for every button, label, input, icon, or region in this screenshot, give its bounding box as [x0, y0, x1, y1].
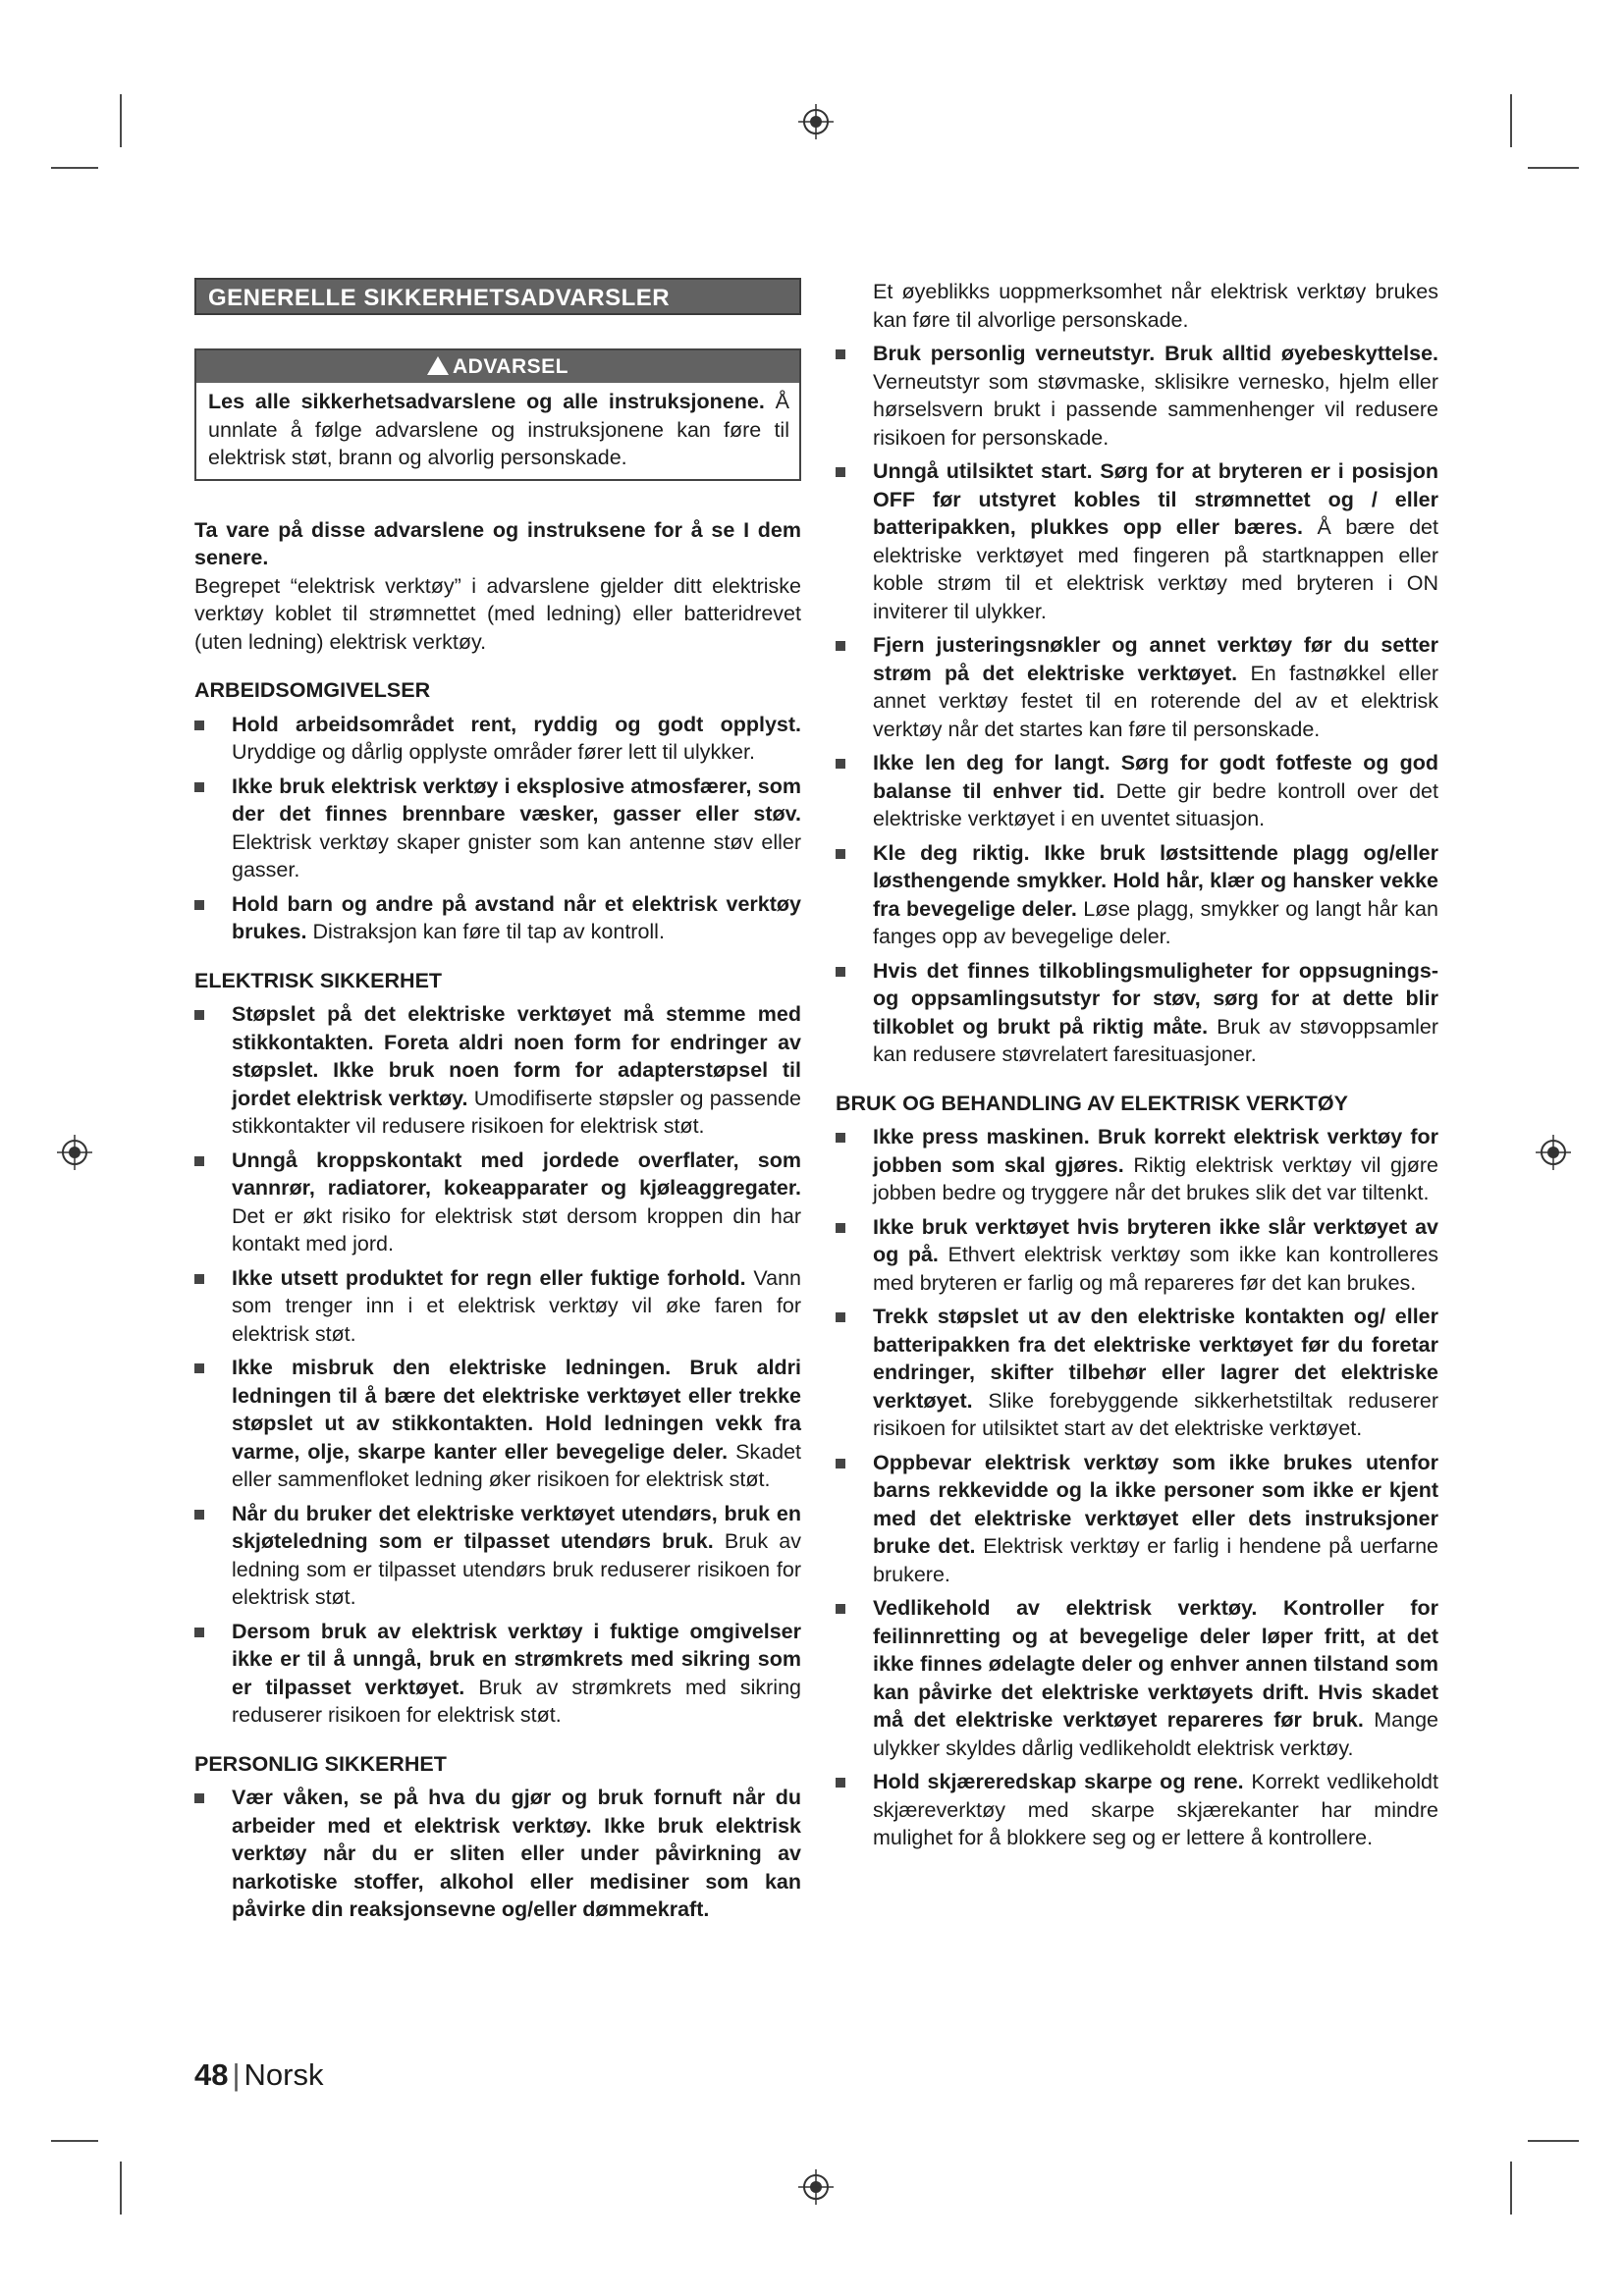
item-text: Det er økt risiko for elektrisk støt dersom kroppen din har kontakt med jord.	[232, 1203, 801, 1255]
registration-mark-icon	[55, 1133, 94, 1172]
item-text: Elektrisk verktøy er farlig i hendene på uerfarne brukere.	[873, 1534, 1438, 1586]
bullet-icon	[836, 759, 845, 769]
warning-box	[194, 348, 801, 481]
item-bold: Vedlikehold av elektrisk verktøy. Kontroller for feilinnretting og at bevegelige deler løper fritt, at det ikke finnes ødelagte deler og enhver annen tilstand som kan påvirke det elektriske verktøyets drift. Hvis skadet må det elektriske verktøyet repareres før bruk.	[873, 1596, 1438, 1732]
bullet-icon	[194, 1628, 204, 1637]
page-number: 48	[194, 2057, 229, 2092]
item-text: Å bære det elektriske verktøyet med fingeren på startknappen eller koble strøm til et elektrisk verktøy med bryteren i ON inviterer til ulykker.	[873, 515, 1438, 623]
crop-mark	[1510, 94, 1512, 147]
item-bold: Hvis det finnes tilkoblingsmuligheter for oppsugnings- og oppsamlingsutstyr for støv, sørg for at dette blir tilkoblet og brukt på riktig måte.	[873, 958, 1438, 1039]
use-list	[836, 1123, 1438, 1852]
item-bold: Unngå utilsiktet start. Sørg for at bryteren er i posisjon OFF før utstyret kobles til strømnettet og / eller batteripakken, plukkes opp eller bæres.	[873, 459, 1438, 539]
item-bold: Oppbevar elektrisk verktøy som ikke brukes utenfor barns rekkevidde og la ikke personer som ikke er kjent med det elektriske verktøyet eller dets instruksjoner bruke det.	[873, 1450, 1438, 1558]
warning-title: ADVARSEL	[453, 355, 568, 378]
list-item	[836, 839, 1438, 951]
item-text: Slike forebyggende sikkerhetstiltak reduserer risikoen for utilsiktet start av det elektriske verktøyet.	[873, 1388, 1438, 1440]
footer-separator: |	[232, 2057, 241, 2092]
continuation-text: Et øyeblikks uoppmerksomhet når elektrisk verktøy brukes kan føre til alvorlige personskade.	[873, 280, 1438, 332]
item-bold: Vær våken, se på hva du gjør og bruk fornuft når du arbeider med et elektrisk verktøy. Ikke bruk elektrisk verktøy når du er sliten eller under påvirkning av narkotiske stoffer, alkohol eller medisiner som kan påvirke din reaksjonsevne og/eller dømmekraft.	[232, 1786, 801, 1921]
item-text: Umodifiserte støpsler og passende stikkontakter vil redusere risikoen for elektrisk støt.	[232, 1086, 801, 1138]
bullet-icon	[836, 849, 845, 859]
item-text: Riktig elektrisk verktøy vil gjøre jobben bedre og tryggere når det brukes slik det var tiltenkt.	[873, 1152, 1438, 1204]
item-text: En fastnøkkel eller annet verktøy festet til en roterende del av et elektrisk verktøy når det startes kan føre til personskade.	[873, 661, 1439, 741]
bullet-icon	[194, 721, 204, 730]
item-bold: Trekk støpslet ut av den elektriske kontakten og/ eller batteripakken fra det elektriske verktøyet før du foretar endringer, skifter tilbehør eller lagrer det elektriske verktøyet.	[873, 1305, 1438, 1413]
registration-mark-icon	[796, 102, 836, 141]
bullet-icon	[194, 1793, 204, 1803]
left-column	[194, 278, 801, 1930]
page-footer	[194, 2057, 324, 2093]
crop-mark	[1528, 167, 1579, 169]
work-area-list	[194, 711, 801, 946]
bullet-icon	[836, 349, 845, 359]
item-text: Verneutstyr som støvmaske, sklisikre vernesko, hjelm eller hørselsvern brukt i passende sammenhenger vil redusere risikoen for personskade.	[873, 369, 1438, 450]
intro-text: Begrepet “elektrisk verktøy” i advarslene gjelder ditt elektriske verktøy koblet til strømnettet (med ledning) eller batteridrevet (uten ledning) elektrisk verktøy.	[194, 573, 801, 654]
crop-mark	[120, 2162, 122, 2215]
heading-work-area: ARBEIDSOMGIVELSER	[194, 678, 431, 702]
list-item	[194, 1784, 801, 1924]
warning-bold: Les alle sikkerhetsadvarslene og alle instruksjonene.	[208, 390, 765, 413]
crop-mark	[1510, 2162, 1512, 2215]
bullet-icon	[836, 1223, 845, 1233]
bullet-icon	[194, 1010, 204, 1020]
bullet-icon	[836, 467, 845, 477]
item-bold: Bruk personlig verneutstyr. Bruk alltid øyebeskyttelse.	[873, 342, 1438, 365]
bullet-icon	[194, 1510, 204, 1520]
right-column	[836, 278, 1438, 1858]
crop-mark	[51, 2140, 98, 2142]
warning-triangle-icon	[427, 356, 449, 375]
item-bold: Hold arbeidsområdet rent, ryddig og godt opplyst.	[232, 712, 801, 736]
bullet-icon	[194, 1156, 204, 1166]
item-text: Uryddige og dårlig opplyste områder fører lett til ulykker.	[232, 740, 755, 764]
personal-list	[194, 1784, 801, 1924]
item-text: Elektrisk verktøy skaper gnister som kan antenne støv eller gasser.	[232, 829, 801, 881]
list-item	[194, 1264, 801, 1349]
item-text: Vann som trenger inn i et elektrisk verktøy vil øke faren for elektrisk støt.	[232, 1265, 801, 1346]
item-bold: Støpslet på det elektriske verktøyet må stemme med stikkontakten. Foreta aldri noen form for endringer av støpslet. Ikke bruk noen form for adapterstøpsel til jordet elektrisk verktøy.	[232, 1002, 801, 1110]
item-text: Mange ulykker skyldes dårlig vedlikeholdt elektrisk verktøy.	[873, 1708, 1439, 1760]
item-bold: Ikke misbruk den elektriske ledningen. Bruk aldri ledningen til å bære det elektriske verktøyet eller trekke støpslet ut av stikkontakten. Hold ledningen vekk fra varme, olje, skarpe kanter eller bevegelige deler.	[232, 1356, 801, 1464]
bullet-icon	[194, 900, 204, 910]
bullet-icon	[836, 1133, 845, 1143]
crop-mark	[120, 94, 122, 147]
item-bold: Når du bruker det elektriske verktøyet utendørs, bruk en skjøteledning som er tilpasset utendørs bruk.	[232, 1501, 801, 1553]
personal-list-continued	[836, 340, 1438, 1069]
list-item	[194, 1500, 801, 1612]
item-bold: Ikke utsett produktet for regn eller fuktige forhold.	[232, 1265, 746, 1290]
list-item	[194, 711, 801, 767]
intro-bold: Ta vare på disse advarslene og instruksene for å se I dem senere.	[194, 517, 801, 569]
heading-use: BRUK OG BEHANDLING AV ELEKTRISK VERKTØY	[836, 1091, 1348, 1115]
warning-text: Å unnlate å følge advarslene og instruksjonene kan føre til elektrisk støt, brann og alvorlig personskade.	[208, 390, 789, 469]
bullet-icon	[836, 1604, 845, 1614]
item-text: Skadet eller sammenfloket ledning øker risikoen for elektrisk støt.	[232, 1439, 801, 1491]
bullet-icon	[194, 782, 204, 792]
item-text: Bruk av strømkrets med sikring reduserer risikoen for elektrisk støt.	[232, 1675, 801, 1727]
bullet-icon	[836, 967, 845, 977]
bullet-icon	[836, 1459, 845, 1468]
item-bold: Ikke len deg for langt. Sørg for godt fotfeste og god balanse til enhver tid.	[873, 751, 1438, 803]
item-bold: Fjern justeringsnøkler og annet verktøy før du setter strøm på det elektriske verktøyet.	[873, 633, 1438, 685]
item-text: Dette gir bedre kontroll over det elektriske verktøyet i en uventet situasjon.	[873, 778, 1438, 830]
item-bold: Ikke bruk elektrisk verktøy i eksplosive atmosfærer, som der det finnes brennbare væsker, gasser eller støv.	[232, 774, 801, 826]
registration-mark-icon	[796, 2167, 836, 2207]
list-item	[836, 1123, 1438, 1207]
heading-electrical: ELEKTRISK SIKKERHET	[194, 968, 443, 992]
warning-body	[196, 383, 799, 479]
warning-header	[196, 350, 799, 383]
item-text: Bruk av ledning som er tilpasset utendørs bruk reduserer risikoen for elektrisk støt.	[232, 1529, 801, 1609]
crop-mark	[51, 167, 98, 169]
crop-mark	[1528, 2140, 1579, 2142]
list-item	[836, 957, 1438, 1069]
list-item	[836, 1768, 1438, 1852]
list-item	[836, 1303, 1438, 1443]
list-item	[194, 1618, 801, 1730]
item-text: Ethvert elektrisk verktøy som ikke kan kontrolleres med bryteren er farlig og må repareres før det kan brukes.	[873, 1243, 1438, 1295]
heading-personal: PERSONLIG SIKKERHET	[194, 1751, 447, 1776]
footer-language: Norsk	[244, 2057, 324, 2092]
item-text: Korrekt vedlikeholdt skjæreverktøy med skarpe skjærekanter har mindre mulighet for å blokkere seg og er lettere å kontrollere.	[873, 1770, 1438, 1849]
list-item	[836, 749, 1438, 833]
item-bold: Hold skjæreredskap skarpe og rene.	[873, 1770, 1244, 1793]
item-bold: Ikke press maskinen. Bruk korrekt elektrisk verktøy for jobben som skal gjøres.	[873, 1125, 1438, 1177]
list-item	[836, 631, 1438, 743]
item-text: Distraksjon kan føre til tap av kontroll.	[312, 920, 665, 943]
list-item	[836, 340, 1438, 452]
list-item	[194, 773, 801, 884]
item-bold: Hold barn og andre på avstand når et elektrisk verktøy brukes.	[232, 891, 801, 943]
list-item	[836, 1594, 1438, 1762]
bullet-icon	[836, 1312, 845, 1322]
list-item	[836, 1449, 1438, 1589]
item-text: Bruk av støvoppsamler kan redusere støvrelatert faresituasjoner.	[873, 1014, 1438, 1066]
list-item	[194, 1000, 801, 1141]
list-item	[194, 1147, 801, 1258]
list-item	[836, 457, 1438, 625]
item-bold: Dersom bruk av elektrisk verktøy i fuktige omgivelser ikke er til å unngå, bruk en strømkrets med sikring som er tilpasset verktøyet.	[232, 1619, 801, 1699]
item-bold: Unngå kroppskontakt med jordede overflater, som vannrør, radiatorer, kokeapparater og kjøleaggregater.	[232, 1148, 801, 1200]
list-item	[194, 890, 801, 946]
bullet-icon	[194, 1274, 204, 1284]
bullet-icon	[836, 1778, 845, 1788]
item-bold: Kle deg riktig. Ikke bruk løstsittende plagg og/eller løsthengende smykker. Hold hår, klær og hansker vekke fra bevegelige deler.	[873, 840, 1438, 921]
item-text: Løse plagg, smykker og langt hår kan fanges opp av bevegelige deler.	[873, 896, 1438, 948]
bullet-icon	[836, 641, 845, 651]
section-banner: GENERELLE SIKKERHETSADVARSLER	[194, 278, 801, 315]
list-item	[836, 1213, 1438, 1298]
item-bold: Ikke bruk verktøyet hvis bryteren ikke slår verktøyet av og på.	[873, 1214, 1438, 1266]
electrical-list	[194, 1000, 801, 1730]
registration-mark-icon	[1534, 1133, 1573, 1172]
bullet-icon	[194, 1363, 204, 1373]
list-item	[194, 1354, 801, 1494]
